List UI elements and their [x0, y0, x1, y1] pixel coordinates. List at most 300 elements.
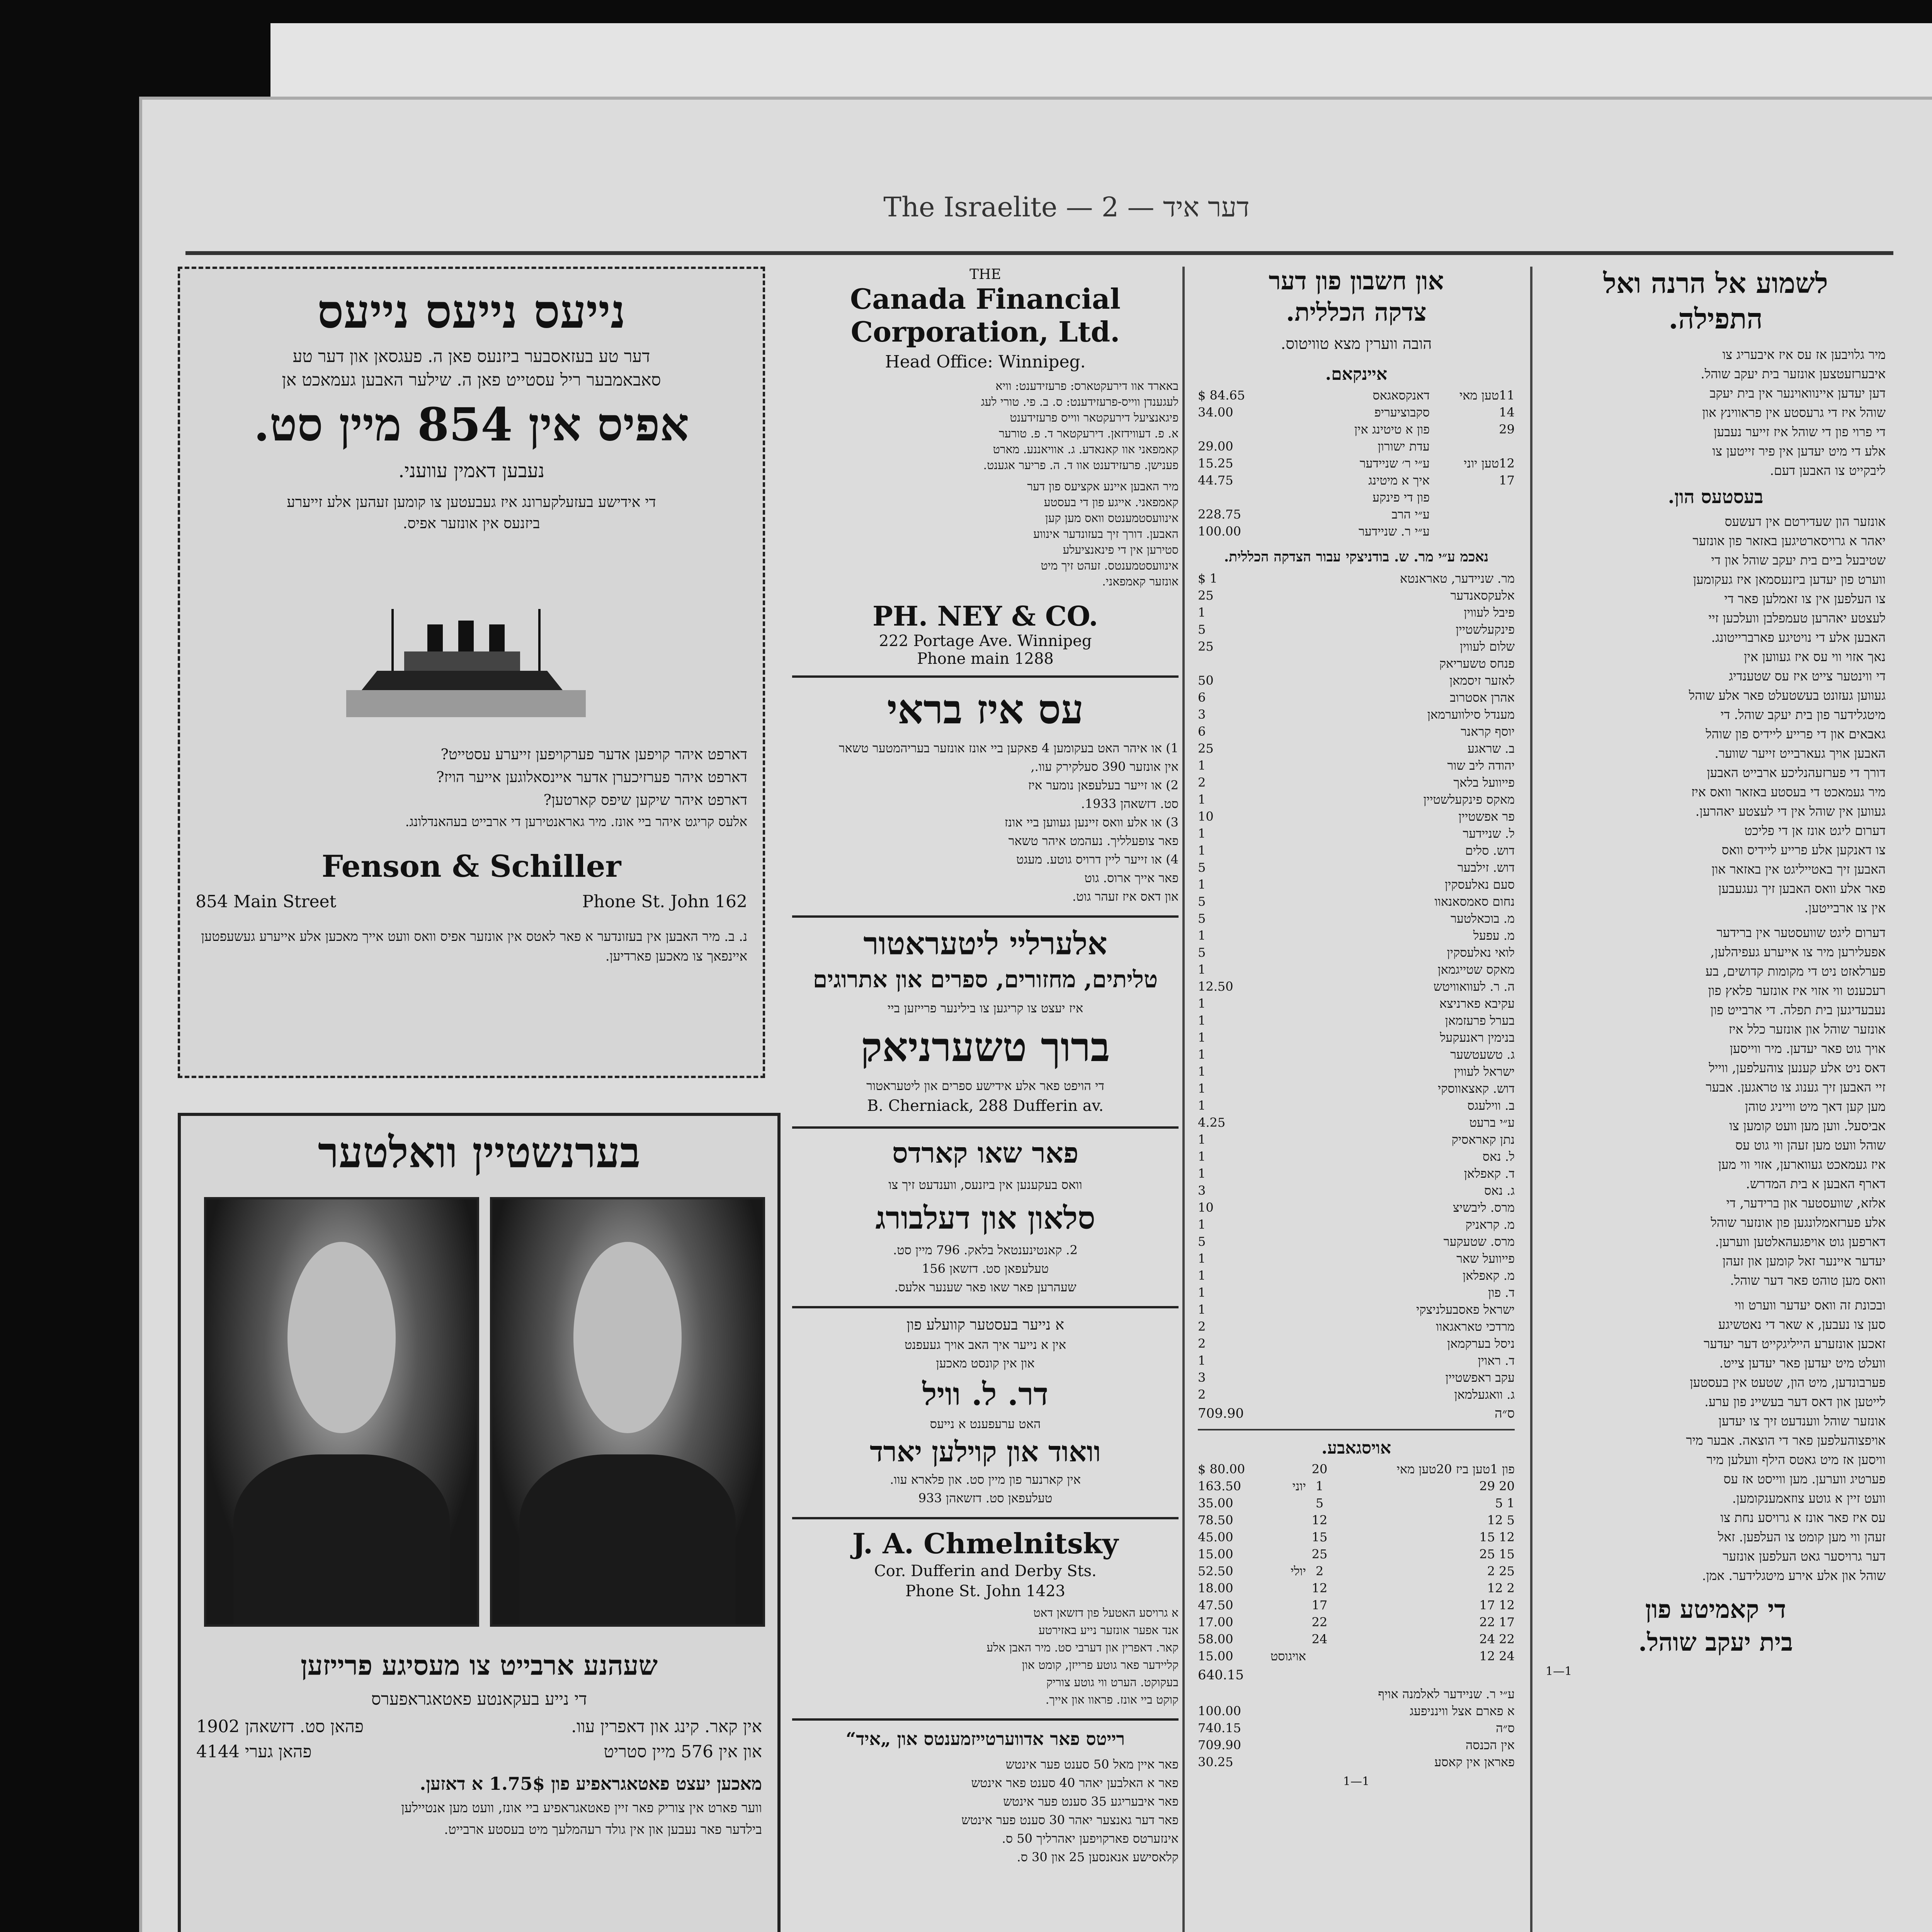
expense-row	[1198, 1564, 1515, 1578]
photographer-title: בערנשטיין וואלטער	[318, 1128, 641, 1177]
collection-row-name: מ. בוכאלטער	[1451, 911, 1515, 926]
collection-row-amount: 3	[1198, 1370, 1206, 1385]
books-subtitle: טליתים, מחזורים, ספרים און אתרוגים	[813, 966, 1158, 993]
expense-row-day: 12	[1311, 1513, 1328, 1527]
second-column	[792, 267, 1179, 1864]
collection-row-name: מאקס שטייגמאן	[1437, 962, 1515, 977]
collection-row-amount: 1	[1198, 928, 1206, 943]
photographer-headline: שעהנע ארבייט צו מעסיגע פרייזען	[300, 1649, 658, 1681]
shul-section2-line: שוהל וועט מען זעהן ווי גוט עס	[1735, 1138, 1886, 1153]
ad-rates-line-5: אינזערטס פארקויפען יאהרליך 50 ס.	[1002, 1831, 1179, 1846]
collection-row	[1198, 588, 1515, 603]
books-name: ברוך טשערניאק	[861, 1023, 1110, 1071]
cfc-body-11: סטירען אין די פינאנציעלע	[1063, 543, 1179, 557]
collection-row	[1198, 1302, 1515, 1317]
expense-row-month	[1256, 1598, 1306, 1612]
collection-row	[1198, 690, 1515, 705]
shul-section-line: געווען געזונט בעשטעלט פאר אלע שוהל	[1689, 688, 1886, 703]
collection-row-name: ניסל בערקמאן	[1447, 1336, 1515, 1351]
collection-row	[1198, 622, 1515, 637]
column-rule-1	[1182, 267, 1185, 1932]
collection-row	[1198, 1251, 1515, 1266]
income-row	[1198, 473, 1515, 488]
ad-rates-line-4: פאר דער גאנצער יאהר 30 סענט פער אינטש	[961, 1813, 1179, 1827]
collection-row-amount: 6	[1198, 724, 1206, 739]
expense-row-day: 17	[1311, 1598, 1328, 1612]
photographer-body-2: ווער פארט אין צוריק פאר זיין פאטאגראפיע ביי אונז, וועט מען אנטיילען	[401, 1800, 762, 1816]
note-row	[1198, 1738, 1515, 1752]
expense-row-month: יוני	[1292, 1479, 1306, 1493]
expense-row-amount: 52.50	[1198, 1564, 1233, 1578]
collection-row-name: מרדכי טאראגאוו	[1436, 1319, 1515, 1334]
collection-row	[1198, 1387, 1515, 1402]
collection-row	[1198, 809, 1515, 824]
collection-row-name: מר. שניידער, טאראנטא	[1400, 571, 1515, 586]
photographer-ad	[178, 1113, 781, 1932]
collection-row	[1198, 1081, 1515, 1096]
shul-section3-line: אויפצוהעלפען פאר די הוצאה. אבער מיר	[1686, 1433, 1886, 1448]
portrait-right	[490, 1197, 765, 1627]
collection-row	[1198, 1285, 1515, 1300]
collection-row-name: דוש. קאצאווסקי	[1438, 1081, 1515, 1096]
cfc-agent: PH. NEY & CO.	[872, 600, 1098, 632]
shul-section-line: האבען אלע די נויטיגע פארברייטונג.	[1711, 630, 1886, 645]
expense-row-month	[1256, 1632, 1306, 1646]
note-row-text: א פארם אצל ווינניפעג	[1410, 1704, 1515, 1718]
shul-section-line: געווען אין שוהל אין די לעצטע יאהרען.	[1695, 804, 1886, 819]
collection-row-name: מ. קאפלאן	[1463, 1268, 1515, 1283]
shul-section-line: צו דאנקען אלע פרייע ליידיס וואס	[1721, 842, 1886, 857]
shul-body-line: אלע די מיט יעדען אין פיר זייטען צו	[1712, 444, 1886, 459]
income-row-amount: 29.00	[1198, 439, 1233, 454]
collection-row-amount: 1	[1198, 1098, 1206, 1113]
cfc-name-2: Corporation, Ltd.	[850, 315, 1120, 348]
income-row	[1198, 388, 1515, 403]
collection-row-amount	[1198, 656, 1244, 671]
shul-section3-line: זעהן ווי מען קומט צו העלפען. זאל	[1718, 1529, 1886, 1544]
collection-row-amount: 50	[1198, 673, 1214, 688]
income-row	[1198, 507, 1515, 522]
collection-row-name: אלעקסאנדער	[1450, 588, 1515, 603]
shul-section2-line: וואס מען טוהט פאר דער שוהל.	[1730, 1273, 1886, 1288]
collection-row-name: פינקעלשטיין	[1456, 622, 1515, 637]
collection-row-amount: 1	[1198, 962, 1206, 977]
header-rule	[185, 251, 1893, 255]
collection-row	[1198, 1098, 1515, 1113]
collection-row-name: ב. שראגע	[1467, 741, 1515, 756]
chmelnitsky-body-4: קליידער פאר גוטע פרייזן, קומט און	[1022, 1658, 1179, 1672]
expense-row-month: יולי	[1291, 1564, 1306, 1578]
collection-row	[1198, 1064, 1515, 1079]
collection-row-amount: 2	[1198, 775, 1206, 790]
shul-section-line: נאך אזוי ווי עס איז געווען אין	[1744, 649, 1886, 664]
collection-row	[1198, 1047, 1515, 1062]
ledger-page-mark: 1—1	[1343, 1775, 1370, 1788]
collection-row-amount: 1	[1198, 1013, 1206, 1028]
news-ad-line-2: סאבאמבער ריל עסטייט פאן ה. שילער האבען געמאכט אן	[282, 370, 661, 390]
expense-row-day: 12	[1311, 1581, 1328, 1595]
collection-row-name: סעם נאלעסקין	[1444, 877, 1515, 892]
note-row-text: אין הכנסה	[1466, 1738, 1515, 1752]
income-row-amount	[1198, 422, 1256, 437]
shul-section-line: מיטגלידער פון בית יעקב שוהל. די	[1720, 707, 1886, 722]
collection-row	[1198, 1115, 1515, 1130]
shul-section3-line: עס איז פאר אונז א גרויסע נחת צו	[1720, 1510, 1886, 1525]
shul-signature-2: בית יעקב שוהל.	[1638, 1628, 1793, 1657]
photographer-address-2: און אין 576 מיין סטריט	[604, 1742, 762, 1762]
shul-body-line: שוהל איז די גרעסטע אין פראווינץ און	[1702, 405, 1886, 420]
collection-row-name: פיבל לעווין	[1464, 605, 1515, 620]
collection-row-name: ל. נאס	[1482, 1149, 1515, 1164]
expense-row-amount: 15.00	[1198, 1547, 1233, 1561]
collection-row-name: נחום סאמסאנאוו	[1434, 894, 1515, 909]
collection-row-amount: 1	[1198, 1217, 1206, 1232]
news-ad-phone: Phone St. John 162	[582, 892, 747, 912]
collection-row-name: עקיבא פארניצא	[1439, 996, 1515, 1011]
shul-section-line: גאבאים און די פרייע ליידיס פון שוהל	[1706, 726, 1886, 742]
emes-title: עס איז בראי	[887, 685, 1084, 733]
cfc-body-5: קאמפאני אוו קאנאדע. ג. אוויאננע. מארט	[993, 443, 1179, 456]
collection-row	[1198, 639, 1515, 654]
shul-section3-line: ובכונת זה וואס יעדער ווערט ווי	[1734, 1298, 1886, 1313]
collection-row	[1198, 1217, 1515, 1232]
collection-row-amount: 1	[1198, 1302, 1206, 1317]
emes-item-8: פאר אייך ארוס. גוט	[1084, 871, 1179, 885]
collection-row	[1198, 1353, 1515, 1368]
expense-row-amount: 18.00	[1198, 1581, 1233, 1595]
ledger-income-rows	[1198, 388, 1515, 539]
expense-row-date: 5 12	[1487, 1513, 1515, 1527]
shul-section-line: יאהר א גרויסארטיגען באזאר פון אונזער	[1692, 533, 1886, 548]
ledger-collection-rows	[1198, 571, 1515, 1402]
shul-section2-line: נעבעדיגען בית תפלה. די ארבייט פון	[1710, 1002, 1886, 1017]
expense-row	[1198, 1632, 1515, 1646]
ledger-committee: הובה ווערין מצא טוויטוס.	[1281, 335, 1432, 353]
ledger-expense-title: אויסגאבע.	[1321, 1438, 1391, 1458]
collection-row	[1198, 775, 1515, 790]
expense-row	[1198, 1462, 1515, 1476]
collection-row-amount: 1	[1198, 1081, 1206, 1096]
news-ad-firm: Fenson & Schiller	[321, 849, 621, 884]
expense-row-month	[1256, 1547, 1306, 1561]
collection-row-amount: $ 1	[1198, 571, 1218, 586]
collection-row-name: לואי נאלעסקין	[1447, 945, 1515, 960]
expense-row-date: 15 25	[1479, 1547, 1515, 1561]
note-row-text: ע״י ר. שניידער לאלמנה אויף	[1378, 1687, 1515, 1701]
shul-section2-line: דארפען גוט אויפגעהאלטען ווערען.	[1715, 1234, 1886, 1249]
expense-row	[1198, 1615, 1515, 1629]
collection-row	[1198, 741, 1515, 756]
collection-row	[1198, 945, 1515, 960]
collection-row-amount: 1	[1198, 1268, 1206, 1283]
income-row-name: ע״י הרב	[1391, 507, 1430, 522]
income-row-name: פון די פינקע	[1372, 490, 1430, 505]
collection-row-name: ישראל פאסבעלניצקי	[1416, 1302, 1515, 1317]
collection-row-name: מענדל סילווערמאן	[1427, 707, 1515, 722]
expense-row-day	[1306, 1649, 1333, 1663]
ledger-collection-title: נאכמ ע״י מר. ש. בודניצקי עבור הצדקה הכללית.	[1224, 549, 1489, 565]
shul-section-line: מיר געמאכט די בעסטע באזאר וואס איז	[1691, 784, 1886, 799]
collection-row-amount: 1	[1198, 792, 1206, 807]
cfc-body-10: האבען. דורך זיך בעזונדער אינווע	[1033, 527, 1179, 541]
shul-section3-line: סען צו נעבען, א שאר די נאטשיגע	[1718, 1317, 1886, 1332]
cfc-body-12: אינוועסטמענטס. זעהט זיך מיט	[1041, 559, 1179, 573]
collection-row-amount: 5	[1198, 1234, 1206, 1249]
collection-row-amount: 1	[1198, 1285, 1206, 1300]
shul-section-line: פאר אלע וואס האבען זיך געגעבען	[1718, 881, 1886, 896]
collection-row	[1198, 1013, 1515, 1028]
collection-row-amount: 2	[1198, 1387, 1206, 1402]
pool-note: שעהרען פאר שאו פאר שענער אלעס.	[894, 1280, 1077, 1294]
collection-row-name: בערל פרעזמאן	[1445, 1013, 1515, 1028]
chmelnitsky-name: J. A. Chmelnitsky	[852, 1527, 1119, 1560]
shul-section2-line: יעדער איינער זאל קומען און זעהן	[1722, 1253, 1886, 1269]
collection-row-name: מ. קראניק	[1465, 1217, 1515, 1232]
note-row-amount	[1198, 1687, 1256, 1701]
collection-row-amount: 4.25	[1198, 1115, 1226, 1130]
news-ad-question-4: אלעס קריגט איהר ביי אונז. מיר גאראנטירען די ארבייט בעהאנדלונג.	[405, 814, 747, 830]
collection-row-amount: 5	[1198, 911, 1206, 926]
collection-row	[1198, 962, 1515, 977]
collection-row-name: ה. ר. לעוואוויטש	[1433, 979, 1515, 994]
expense-row-amount: 163.50	[1198, 1479, 1241, 1493]
cfc-name-1: Canada Financial	[850, 282, 1121, 315]
cfc-body-4: א. פ. דעווידזאן. דירעקטאר ד. פ. טורער	[999, 427, 1179, 440]
expense-row-amount: 35.00	[1198, 1496, 1233, 1510]
shul-section-line: לעצטע יאהרען טעמפלבן וועלכען זיי	[1708, 611, 1886, 626]
collection-row-amount: 3	[1198, 707, 1206, 722]
collection-row-name: ל. שניידער	[1463, 826, 1515, 841]
collection-row-name: מ. עפעל	[1473, 928, 1515, 943]
collection-row-amount: 1	[1198, 826, 1206, 841]
collection-row-name: שלום לעווין	[1460, 639, 1515, 654]
expense-row-amount: $ 80.00	[1198, 1462, 1245, 1476]
expense-row-date: 12 17	[1479, 1598, 1515, 1612]
income-row-name: ע״י ר. שניידער	[1359, 524, 1430, 539]
pool-name: סלאון און דעלבורג	[875, 1200, 1095, 1236]
emes-item-4: סט. דזשאהן 1933.	[1081, 796, 1179, 811]
collection-row-amount: 25	[1198, 588, 1214, 603]
news-ad-question-2: דארפט איהר פערזיכערן אדער איינסאלוגען אייער הויז?	[436, 769, 747, 786]
books-body: איז יעצט צו קריגען צו בילינער פרייזען ביי	[887, 1001, 1083, 1015]
shul-section2-line: אלע פערזאמלונגען פון אונזער שוהל	[1711, 1215, 1886, 1230]
emes-item-5: 3) או אלע וואס זיינען געווען ביי אונז	[1004, 815, 1179, 830]
expense-row	[1198, 1530, 1515, 1544]
shul-section3-line: וועלט מיט יעדען פאר יעדען צייט.	[1719, 1355, 1886, 1371]
shul-section2-line: אפעלירען מיר צו אייערע געפיהלען,	[1710, 944, 1886, 959]
expense-row-date: 24 12	[1479, 1649, 1515, 1663]
income-row-amount: 44.75	[1198, 473, 1233, 488]
shul-section2-line: אויך גוט פאר יעדען. מיר ווייסען	[1730, 1041, 1886, 1056]
weil-address: אין קארנער פון מיין סט. און פלארא עוו.	[889, 1472, 1081, 1487]
expense-row	[1198, 1513, 1515, 1527]
collection-row-amount: 3	[1198, 1183, 1206, 1198]
income-row-name: ע״י ר׳ שניידער	[1359, 456, 1430, 471]
income-row	[1198, 456, 1515, 471]
cfc-body-1: באארד אוו דירעקטארס: פרעזידענט: וויא	[995, 379, 1179, 393]
news-ad-title: נייעס נייעס נייעס	[317, 284, 626, 339]
income-row-amount: 15.25	[1198, 456, 1233, 471]
shul-title-1: לשמוע אל הרנה ואל	[1603, 267, 1828, 299]
collection-row	[1198, 894, 1515, 909]
collection-row-amount: 1	[1198, 1353, 1206, 1368]
shul-section3-line: וויסען אז מיט גאטס הילף וועלען מיר	[1706, 1452, 1886, 1467]
news-ad-body-1: די אידישע בעזעלקערונג איז געבעטען צו קומען זעהען אלע זייערע	[287, 493, 656, 510]
cfc-divider	[792, 675, 1179, 678]
ledger-expense-total: 640.15	[1198, 1667, 1244, 1683]
collection-row-name: עקב ראפשטיין	[1445, 1370, 1515, 1385]
emes-item-2: אין אונזער 390 סעלקירק עוו.,	[1031, 759, 1179, 774]
income-row-date	[1434, 507, 1515, 522]
weil-phone: טעלעפאן סט. דזשאהן 933	[918, 1491, 1053, 1505]
shul-body-line: מיר גלויבען אז עס איז איבעריג צו	[1722, 347, 1886, 362]
collection-row-amount: 1	[1198, 758, 1206, 773]
collection-row	[1198, 656, 1515, 671]
shul-section-line: האבען זיך באטייליגט אין באזאר און	[1711, 862, 1886, 877]
emes-item-1: 1) או איהר האט בעקומען 4 פאקען ביי אונז אונזער בעריהמטער טשאר	[838, 741, 1179, 755]
expense-row-day: 15	[1311, 1530, 1328, 1544]
collection-row-name: ד. ראוין	[1478, 1353, 1515, 1368]
page-folio: The Israelite — 2 — דער איד	[883, 191, 1250, 223]
shul-section-line: די ווינטער צייט איז עס שטענדיג	[1729, 668, 1886, 684]
news-ad-big-line: אפיס אין 854 מיין סט.	[253, 398, 689, 451]
collection-row	[1198, 843, 1515, 858]
collection-row	[1198, 758, 1515, 773]
collection-row-amount: 10	[1198, 809, 1214, 824]
books-divider	[792, 1126, 1179, 1129]
collection-row-name: יהודה ליב שור	[1447, 758, 1515, 773]
expense-row-date: 12 15	[1479, 1530, 1515, 1544]
collection-row	[1198, 1166, 1515, 1181]
income-row-date: 14	[1499, 405, 1515, 420]
collection-row-name: פייוועל שאר	[1456, 1251, 1515, 1266]
collection-row-amount: 1	[1198, 877, 1206, 892]
collection-row-name: ג. טשעטשער	[1450, 1047, 1515, 1062]
shul-section3-line: וועט זיין א גוטע צוזאמענקומען.	[1732, 1491, 1886, 1506]
expense-row-date: 22 24	[1479, 1632, 1515, 1646]
shul-body-line: איבערזעטצען אונזער בית יעקב שוהל.	[1701, 366, 1886, 381]
income-row-date: 11טען מאי	[1459, 388, 1515, 403]
income-row-amount: 228.75	[1198, 507, 1241, 522]
note-row-amount: 30.25	[1198, 1755, 1233, 1769]
expense-row-date: פון 1טען ביז 20טען מאי	[1396, 1462, 1515, 1476]
chmelnitsky-body-2: אנד אפער אונזער נייע באזירטע	[1038, 1624, 1179, 1637]
shul-section2-line: דארף האבען א בית המדרש.	[1746, 1176, 1886, 1191]
emes-item-3: 2) או זייער בעלעפאן נומער איז	[1028, 778, 1179, 793]
ad-rates-line-2: פאר א האלבען יאהר 40 סענט פאר אינטש	[971, 1776, 1179, 1790]
chmelnitsky-address: Cor. Dufferin and Derby Sts.	[874, 1562, 1097, 1580]
weil-name: דר. ל. וויל	[922, 1376, 1048, 1412]
shul-section-title: בעסטעס הון.	[1668, 486, 1764, 508]
collection-row-amount: 10	[1198, 1200, 1214, 1215]
shul-section-line: ווערט פון יעדען ביזנעסמאן איז געקומען	[1693, 572, 1886, 587]
collection-row	[1198, 1183, 1515, 1198]
collection-row-amount: 5	[1198, 945, 1206, 960]
shul-section-line: שטיבעל ביים בית יעקב שוהל און די	[1711, 553, 1886, 568]
collection-row	[1198, 724, 1515, 739]
shul-section-line: אונזער הון שעדירטם אין דעשעס	[1725, 514, 1886, 529]
collection-row	[1198, 1234, 1515, 1249]
income-row-name: איך א מיטינג	[1368, 473, 1430, 488]
news-ad-sub-line: נעבען דאמין עוועני.	[398, 459, 545, 482]
shul-section3-line: אונזער שוהל ווענדעט זיך צו יעדען	[1718, 1413, 1886, 1429]
income-row-amount: $ 84.65	[1198, 388, 1245, 403]
expense-row-amount: 45.00	[1198, 1530, 1233, 1544]
expense-row-amount: 78.50	[1198, 1513, 1233, 1527]
income-row-name: עדת ישורון	[1378, 439, 1430, 454]
ledger-expense-rows	[1198, 1462, 1515, 1663]
collection-row	[1198, 911, 1515, 926]
note-row-amount: 740.15	[1198, 1721, 1241, 1735]
chmelnitsky-body-5: בעקוקט. הערט ווי גוטע צוריק	[1046, 1676, 1179, 1689]
weil-line-1: אין א נייער איך האב אויך געעפנט	[904, 1337, 1066, 1352]
expense-row	[1198, 1547, 1515, 1561]
chmelnitsky-body-6: קוקט ביי אונז. פראוו און אייך.	[1045, 1693, 1179, 1707]
ad-rates-line-6: קלאסישע אנאנסען 25 און 30 ס.	[1017, 1850, 1179, 1864]
collection-row-name: פנחס טשעריאק	[1439, 656, 1515, 671]
shul-section2-line: דאס ניט אלע קענען צוהעלפען, ווייל	[1709, 1060, 1886, 1075]
weil-line-3: האט ערעפענט א נייעס	[930, 1417, 1041, 1431]
ad-rates-line-1: פאר איין מאל 50 סענט פער אינטש	[1005, 1757, 1179, 1772]
collection-row-amount: 6	[1198, 690, 1206, 705]
news-ad-body-2: ביזנעס אין אונזער אפיס.	[403, 515, 540, 532]
collection-row-name: פייוועל בלאך	[1453, 775, 1515, 790]
collection-row-amount: 2	[1198, 1336, 1206, 1351]
note-row-text: ס״ה	[1496, 1721, 1515, 1735]
note-row	[1198, 1704, 1515, 1718]
shul-signature-1: די קאמיטע פון	[1645, 1595, 1786, 1624]
expense-row-day: 2	[1315, 1564, 1324, 1578]
news-ad-address: 854 Main Street	[196, 892, 337, 912]
expense-row-month	[1256, 1496, 1306, 1510]
expense-row-month	[1256, 1581, 1306, 1595]
shul-section2-line: איז געמאכט געווארען, אזוי ווי מען	[1718, 1157, 1886, 1172]
expense-row-day: 25	[1311, 1547, 1328, 1561]
books-body-2: די הויפט פאר אלע אידישע ספרים און ליטעראטור	[866, 1078, 1104, 1093]
expense-row-date: 20 29	[1479, 1479, 1515, 1493]
cfc-body-8: קאמפאני. אייגע פון די בעסטע	[1044, 496, 1179, 509]
emes-item-7: 4) או זייער ליין דרויס גוטע. מעגט	[1016, 852, 1179, 867]
expense-row-amount: 15.00	[1198, 1649, 1233, 1663]
collection-row-name: בנימין ראנעקעל	[1440, 1030, 1515, 1045]
ledger-total-label: ס״ה	[1495, 1406, 1515, 1421]
expense-row-date: 2 12	[1487, 1581, 1515, 1595]
expense-row-month	[1256, 1462, 1306, 1476]
collection-row-amount: 1	[1198, 605, 1206, 620]
collection-row	[1198, 1030, 1515, 1045]
chmelnitsky-body-1: א גרויסע האטעל פון דזשאן דאט	[1033, 1606, 1179, 1620]
ledger-collection-total: 709.90	[1198, 1406, 1244, 1421]
pool-title: פאר שאו קארדס	[892, 1136, 1079, 1169]
steamship-illustration	[346, 601, 586, 717]
expense-row	[1198, 1581, 1515, 1595]
collection-row	[1198, 996, 1515, 1011]
income-row	[1198, 490, 1515, 505]
newspaper-page	[139, 97, 1932, 1932]
shul-section2-line: מען קען דאך מיט ווייניג טוהן	[1745, 1099, 1886, 1114]
collection-row-name: מאקס פינקעלשטיין	[1423, 792, 1515, 807]
collection-row-amount: 12.50	[1198, 979, 1233, 994]
column-rule-2	[1530, 267, 1532, 1932]
expense-row-amount: 58.00	[1198, 1632, 1233, 1646]
income-row-date	[1434, 524, 1515, 539]
cfc-body-7: מיר האבען איינע אקציעס פון דער	[1027, 480, 1179, 493]
books-title: אלערליי ליטעראטור	[863, 925, 1107, 962]
collection-row-amount: 5	[1198, 860, 1206, 875]
collection-row-amount: 1	[1198, 1064, 1206, 1079]
cfc-body-13: אונזער קאמפאני.	[1102, 575, 1179, 588]
shul-section3-line: לייטען און דאס דער בעשיינ פון ערע.	[1704, 1394, 1886, 1409]
